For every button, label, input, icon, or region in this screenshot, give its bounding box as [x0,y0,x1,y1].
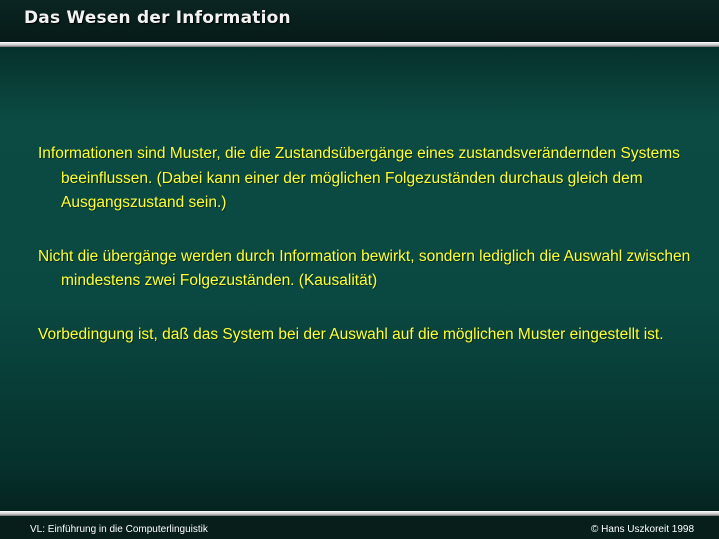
slide-body [38,142,698,376]
slide-title: Das Wesen der Information [24,8,291,28]
paragraph-information-patterns: Informationen sind Muster, die die Zustandsübergänge eines zustandsverändernden Systems beeinflussen. (Dabei kann einer der möglichen Folgezuständen durchaus gleich dem Ausgangszustand sein.) [38,145,680,211]
footer-copyright: © Hans Uszkoreit 1998 [591,524,694,535]
footer-course-label: VL: Einführung in die Computerlinguistik [30,524,208,535]
paragraph-precondition: Vorbedingung ist, daß das System bei der Auswahl auf die möglichen Muster eingestellt ist. [38,325,664,343]
title-bar [0,0,719,44]
title-divider [0,42,719,47]
paragraph-selection: Nicht die übergänge werden durch Information bewirkt, sondern lediglich die Auswahl zwischen mindestens zwei Folgezuständen. (Kausalität) [38,247,691,289]
